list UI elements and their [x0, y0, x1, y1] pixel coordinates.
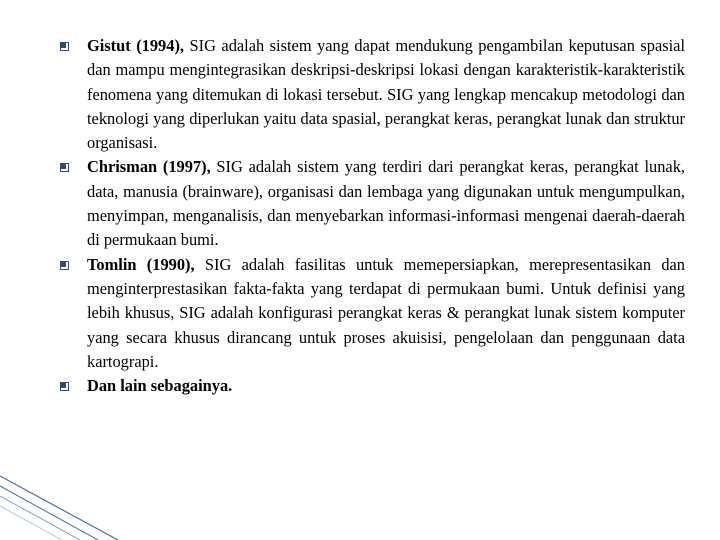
item-author: Tomlin (1990),: [87, 254, 195, 274]
definition-list: [60, 34, 685, 398]
list-item: [60, 253, 685, 374]
item-text: SIG adalah sistem yang terdiri dari perangkat keras, perangkat lunak, data, manusia (brainware), organisasi dan lembaga yang digunakan untuk mengumpulkan, menyimpan, menganalisis, dan menyebarkan informasi-informasi mengenai daerah-daerah di permukaan bumi.: [87, 157, 685, 250]
item-text: SIG adalah sistem yang dapat mendukung pengambilan keputusan spasial dan mampu mengintegrasikan deskripsi-deskripsi lokasi dengan karakteristik-karakteristik fenomena yang ditemukan di lokasi tersebut. SIG yang lengkap mencakup metodologi dan teknologi yang diperlukan yaitu data spasial, perangkat keras, perangkat lunak dan struktur organisasi.: [87, 36, 686, 153]
checkbox-square-icon: [60, 163, 69, 172]
checkbox-square-icon: [60, 382, 69, 391]
checkbox-square-icon: [60, 42, 69, 51]
item-author: Gistut (1994),: [87, 36, 185, 55]
checkbox-square-icon: [60, 261, 69, 270]
item-author: Chrisman (1997),: [87, 157, 211, 177]
item-text: SIG adalah fasilitas untuk memepersiapkan, merepresentasikan dan menginterprestasikan fakta-fakta yang terdapat di permukaan bumi. Untuk definisi yang lebih khusus, SIG adalah konfigurasi perangkat keras & perangkat lunak sistem komputer yang secara khusus dirancang untuk proses akuisisi, pengelolaan dan penggunaan data kartograpi.: [87, 254, 685, 371]
list-item: [60, 34, 685, 155]
item-author: Dan lain sebagainya.: [87, 376, 233, 396]
list-item: [60, 374, 685, 398]
corner-decoration: [0, 450, 160, 540]
list-item: [60, 155, 685, 252]
